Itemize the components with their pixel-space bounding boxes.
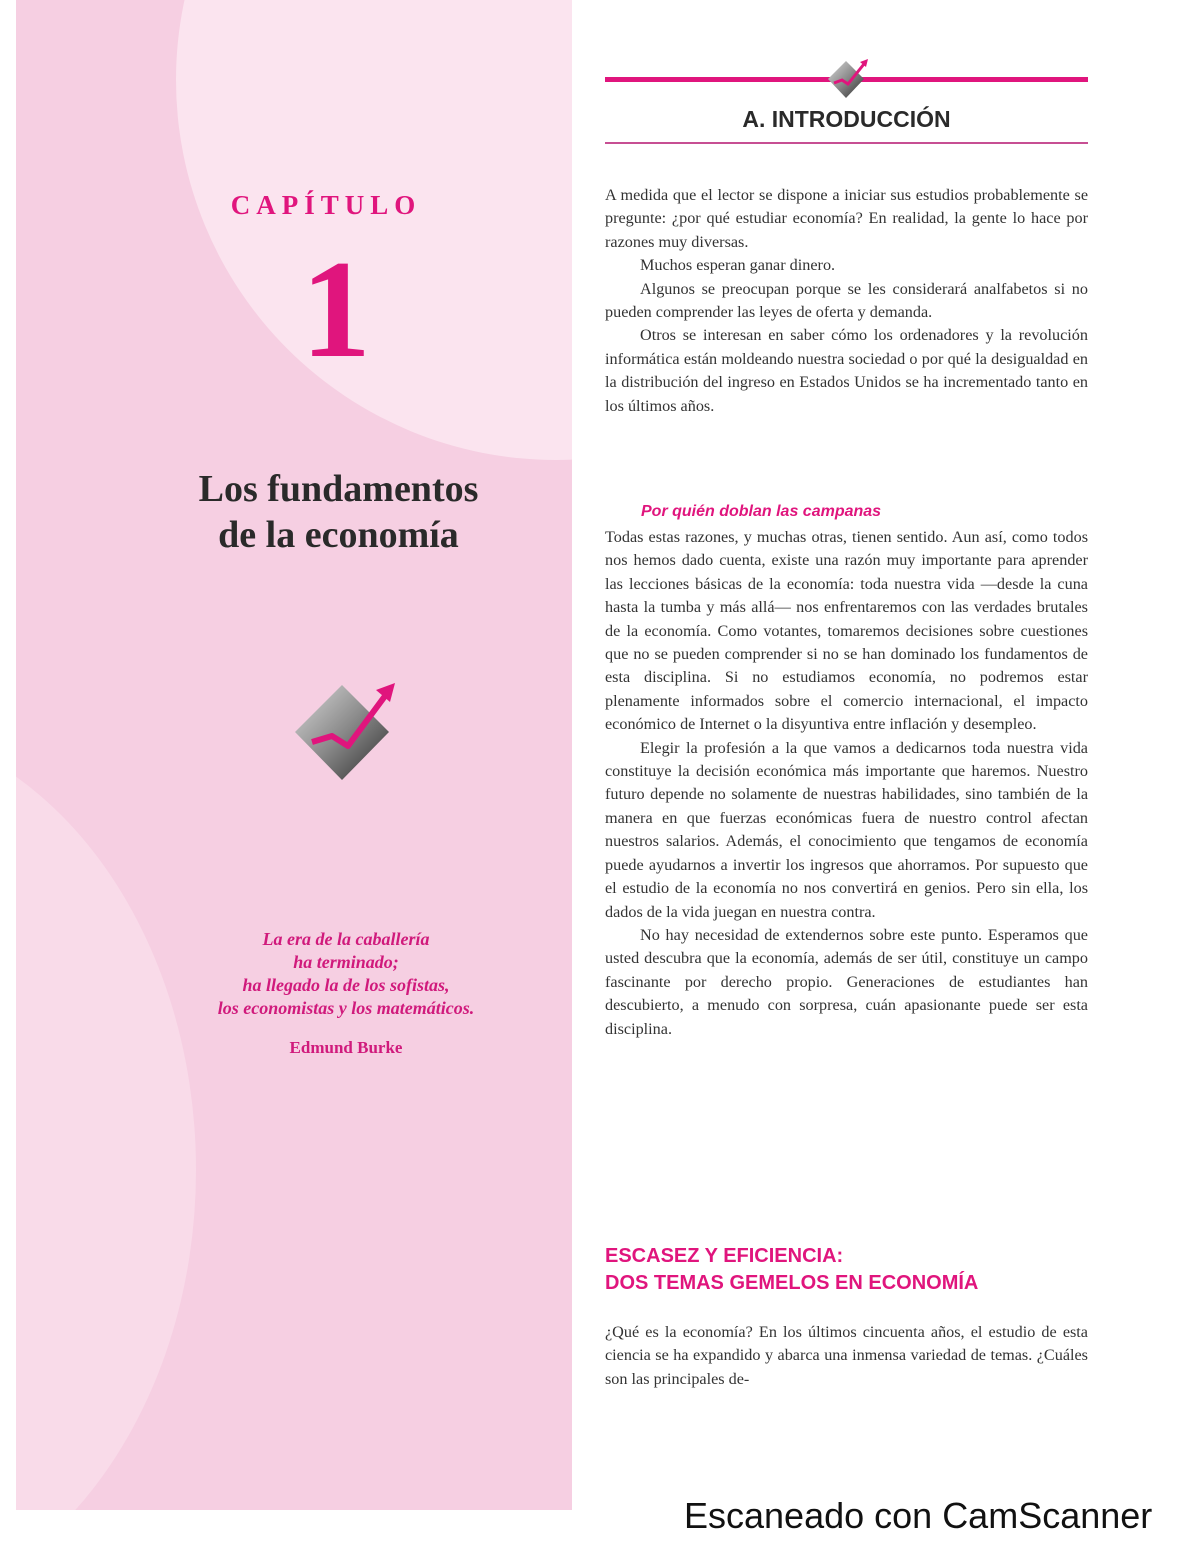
paragraph: Otros se interesan en saber cómo los ordenadores y la revolución informática están moldeando nuestra sociedad o por qué la desigualdad en la distribución del ingreso en Estados Unidos se ha incrementado tanto en los últimos años. [605,326,1088,415]
quote-line: los economistas y los matemáticos. [217,998,475,1018]
chapter-cover-panel [16,0,572,1510]
chapter-title [16,466,572,558]
paragraph: ¿Qué es la economía? En los últimos cincuenta años, el estudio de esta ciencia se ha expandido y abarca una inmensa variedad de temas. ¿Cuáles son las principales de- [605,1323,1088,1388]
paragraph: Todas estas razones, y muchas otras, tienen sentido. Aun así, como todos nos hemos dado cuenta, existe una razón muy importante para aprender las lecciones básicas de la economía: toda nuestra vida —desde la cuna hasta la tumba y más allá— nos enfrentaremos con las verdades brutales de la economía. Como votantes, tomaremos decisiones sobre cuestiones que no se pueden comprender si no se han dominado los fundamentos de esta disciplina. Si no estudiamos economía, no podremos estar plenamente informados sobre el comercio internacional, el impacto económico de Internet o la disyuntiva entre inflación y desempleo. [605,528,1088,734]
body-text [605,526,1088,1041]
section-heading: A. INTRODUCCIÓN [742,106,951,132]
section-bottom-rule [605,142,1088,144]
quote-line: La era de la caballería [262,929,430,949]
paragraph: Algunos se preocupan porque se les considerará analfabetos si no pueden comprender las leyes de oferta y demanda. [605,279,1088,322]
chapter-label: CAPÍTULO [230,190,422,220]
chart-arrow-icon [826,58,870,102]
quote-line: ha terminado; [293,952,399,972]
section-heading-scarcity [605,1243,1088,1297]
chapter-title-line: Los fundamentos [198,468,479,510]
intro-text [605,184,1088,418]
subsection-heading: Por quién doblan las campanas [641,503,882,520]
paragraph: A medida que el lector se dispone a iniciar sus estudios probablemente se pregunte: ¿por qué estudiar economía? En realidad, la gente lo hace por razones muy diversas. [605,186,1088,251]
quote-line: ha llegado la de los sofistas, [242,975,450,995]
decorative-circle [176,0,572,460]
heading-line: ESCASEZ Y EFICIENCIA: [605,1245,844,1267]
quote-author: Edmund Burke [289,1038,403,1057]
paragraph: Elegir la profesión a la que vamos a dedicarnos toda nuestra vida constituye la decisión económica más importante que haremos. Nuestro futuro depende no solamente de nuestras habilidades, sino también de la manera en que fuerzas económicas fuera de nuestro control afectan nuestros salarios. Además, el conocimiento que tengamos de economía puede ayudarnos a invertir los ingresos que ahorramos. Por supuesto que el estudio de la economía no nos convertirá en genios. Pero sin ella, los dados de la vida juegan en nuestra contra. [605,738,1088,921]
epigraph-quote [176,928,516,1020]
chapter-number: 1 [301,232,371,387]
paragraph: Muchos esperan ganar dinero. [640,256,836,275]
chart-arrow-icon [292,680,402,790]
final-text [605,1321,1088,1391]
chapter-title-line: de la economía [218,514,459,556]
decorative-circle [16,720,196,1510]
scanner-watermark: Escaneado con CamScanner [684,1498,1153,1532]
heading-line: DOS TEMAS GEMELOS EN ECONOMÍA [605,1272,979,1294]
paragraph: No hay necesidad de extendernos sobre este punto. Esperamos que usted descubra que la economía, además de ser útil, constituye un campo fascinante por derecho propio. Generaciones de estudiantes han descubierto, a menudo con sorpresa, cuán apasionante puede ser esta disciplina. [605,925,1088,1038]
